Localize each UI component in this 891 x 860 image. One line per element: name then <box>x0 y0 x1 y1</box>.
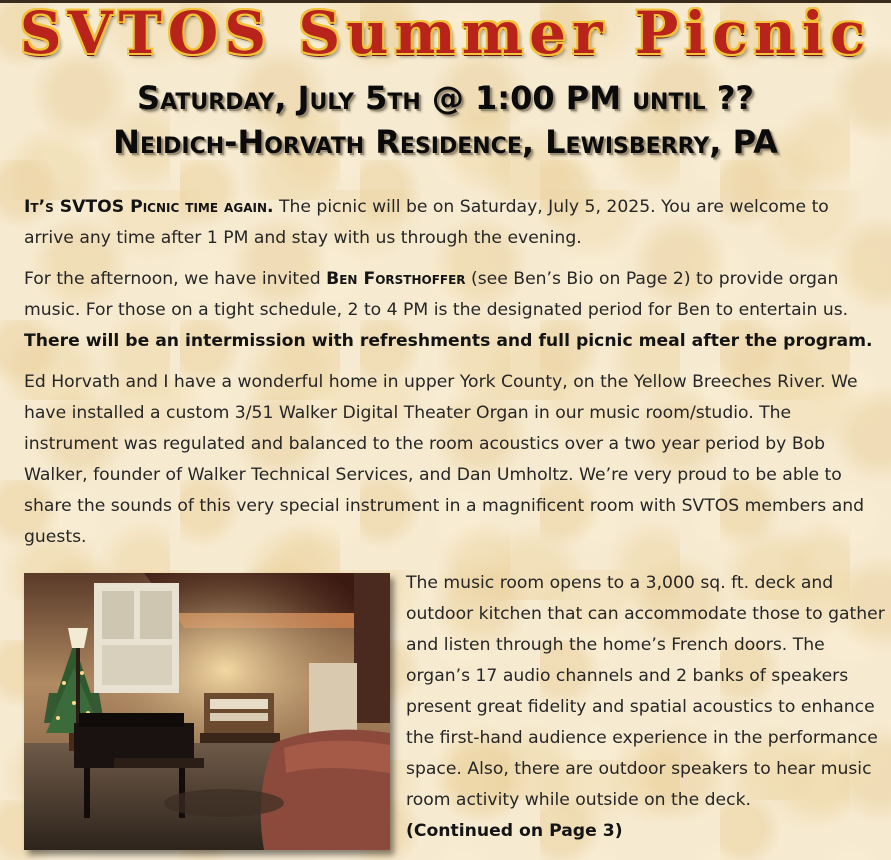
performer-text-a: For the afternoon, we have invited <box>24 269 327 289</box>
deck-paragraph: The music room opens to a 3,000 sq. ft. deck and outdoor kitchen that can accommodate those to gather and listen through the home’s French doors. The organ’s 17 audio channels and 2 banks of speakers present great fidelity and spatial acoustics to enhance the first-hand audience experience in the performance space. Also, there are outdoor speakers to hear music room activity while outside on the deck. <box>406 573 885 810</box>
event-location-heading: Neidich-Horvath Residence, Lewisberry, PA <box>113 123 778 161</box>
music-room-illustration <box>24 573 390 850</box>
venue-paragraph: Ed Horvath and I have a wonderful home in upper York County, on the Yellow Breeches River. We have installed a custom 3/51 Walker Digital Theater Organ in our music room/studio. The instrument was regulated and balanced to the room acoustics over a two year period by Bob Walker, founder of Walker Technical Services, and Dan Umholtz. We’re very proud to be able to share the sounds of this very special instrument in a magnificent room with SVTOS members and guests. <box>24 372 865 547</box>
performer-name: Ben Forsthoffer <box>326 269 466 289</box>
continued-note: (Continued on Page 3) <box>406 821 623 841</box>
performer-paragraph <box>24 264 880 357</box>
intro-paragraph <box>24 192 880 254</box>
banner-title: SVTOS Summer Picnic <box>19 0 872 67</box>
intro-text: The picnic will be on Saturday, July 5, 2025. You are welcome to arrive any time after 1 PM and stay with us through the evening. <box>24 197 829 248</box>
intro-lead: It’s SVTOS Picnic time again. <box>24 197 274 217</box>
side-column <box>406 568 886 847</box>
event-date-heading: Saturday, July 5th @ 1:00 PM until ?? <box>137 79 754 117</box>
intermission-note: There will be an intermission with refreshments and full picnic meal after the program. <box>24 331 873 351</box>
performer-text-b: (see Ben’s Bio on Page 2) to provide organ music. For those on a tight schedule, 2 to 4 PM is the designated period for Ben to entertain us. <box>24 269 849 320</box>
article-body <box>24 192 880 563</box>
music-room-photo <box>24 573 390 850</box>
